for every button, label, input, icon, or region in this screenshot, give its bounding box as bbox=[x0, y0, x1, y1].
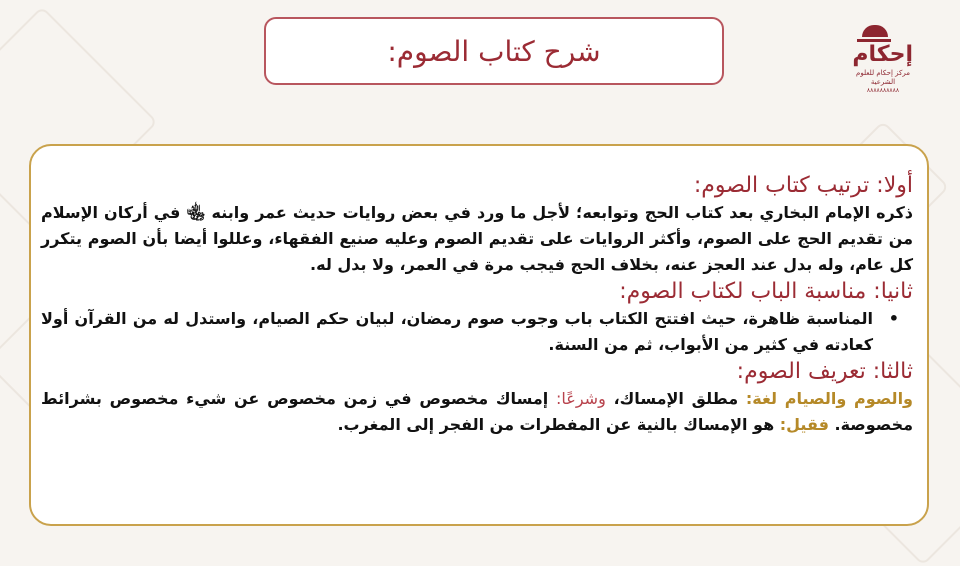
section-heading-relevance: ثانيا: مناسبة الباب لكتاب الصوم: bbox=[619, 279, 913, 304]
logo-name: إحكام bbox=[852, 42, 913, 67]
definition-qil-text: هو الإمساك بالنية عن المفطرات من الفجر إلى المغرب. bbox=[337, 415, 780, 434]
definition-paragraph bbox=[41, 386, 913, 438]
content-text bbox=[41, 172, 913, 438]
logo-number: ٨٨٨٨٨٨٨٨٨٨ bbox=[866, 87, 900, 94]
bullet-text: المناسبة ظاهرة، حيث افتتح الكتاب باب وجوب صوم رمضان، لبيان حكم الصيام، واستدل له من القرآن أولا كعادته في كثير من الأبواب، ثم من السنة. bbox=[41, 309, 873, 354]
title-box bbox=[264, 17, 724, 85]
definition-shar-text: إمساك مخصوص في زمن مخصوص عن شيء مخصوص بشرائط مخصوصة. bbox=[41, 389, 913, 434]
section-text-order: ذكره الإمام البخاري بعد كتاب الحج وتوابعه؛ لأجل ما ورد في بعض روايات حديث عمر وابنه ﵄ في أركان الإسلام من تقديم الحج على الصوم، وأكثر الروايات على تقديم الصوم وعليه صنيع الفقهاء، وعللوا أيضا بأن الصوم يتكرر كل عام، وله بدل عند العجز عنه، بخلاف الحج فيجب مرة في العمر، ولا بدل له. bbox=[41, 203, 913, 274]
content-box bbox=[29, 144, 929, 526]
section-heading-definition: ثالثا: تعريف الصوم: bbox=[736, 359, 913, 384]
definition-lang-text: مطلق الإمساك، bbox=[605, 389, 746, 408]
section-heading-order: أولا: ترتيب كتاب الصوم: bbox=[693, 173, 913, 198]
page-title: شرح كتاب الصوم: bbox=[387, 34, 601, 68]
bullet-icon: • bbox=[888, 309, 899, 328]
definition-lang-label: والصوم والصيام لغة: bbox=[745, 389, 913, 408]
mosque-icon bbox=[853, 25, 913, 69]
definition-shar-label: وشرعًا: bbox=[556, 389, 606, 408]
logo bbox=[843, 25, 923, 93]
definition-qil-label: فقيل: bbox=[779, 415, 829, 434]
bullet-item bbox=[41, 306, 913, 358]
logo-subtitle: مركز إحكام للعلوم الشرعية bbox=[856, 69, 910, 86]
